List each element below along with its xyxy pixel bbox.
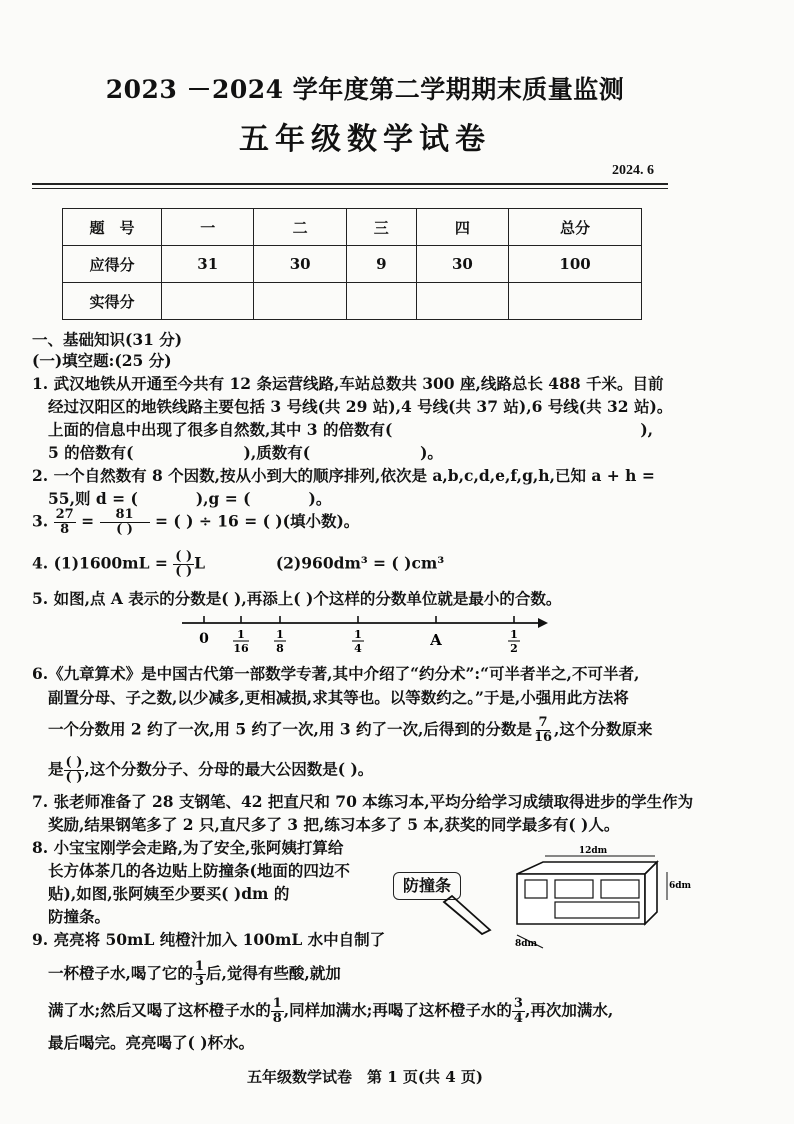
fraction-numerator: 81 <box>100 508 150 523</box>
q6-line1: 6.《九章算术》是中国古代第一部数学专著,其中介绍了“约分术”:“可半者半之,不可半者, <box>32 664 640 683</box>
q2-text-a: 55,则 d = ( <box>48 489 138 508</box>
score-table-cell: 100 <box>509 246 642 283</box>
q1-line4-mid: ),质数有( <box>243 443 311 462</box>
fraction-denominator: 8 <box>272 1011 282 1026</box>
bumper-strip-icon <box>440 888 500 938</box>
q6-line3-end: ,这个分数原来 <box>554 719 653 739</box>
fraction-denominator-blank[interactable]: ( ) <box>65 770 83 785</box>
fraction <box>512 997 525 1026</box>
exam-title-line1: 2023 －2024 学年度第二学期期末质量监测 <box>105 75 625 104</box>
score-entry-cell[interactable] <box>416 283 508 320</box>
q2-line1: 2. 一个自然数有 8 个因数,按从小到大的顺序排列,依次是 a,b,c,d,e,f,g,h,已知 a + h = <box>32 466 655 485</box>
number-line-arrow <box>538 618 548 628</box>
q1-line1: 1. 武汉地铁从开通至今共有 12 条运营线路,车站总数共 300 座,线路总长 488 千米。目前 <box>32 374 664 393</box>
score-entry-cell[interactable] <box>346 283 416 320</box>
equals-sign: = <box>81 511 95 531</box>
q1-line4 <box>48 443 443 463</box>
fraction-denominator-blank[interactable]: ( ) <box>175 564 193 579</box>
q6-line4-end: ,这个分数分子、分母的最大公因数是( )。 <box>84 759 374 779</box>
label-1-4-num: 1 <box>354 628 362 641</box>
score-table-cell: 9 <box>346 246 416 283</box>
number-line <box>170 612 550 658</box>
q7-line1: 7. 张老师准备了 28 支钢笔、42 把直尺和 70 本练习本,平均分给学习成绩取得进步的学生作为 <box>32 792 694 811</box>
q1-line3 <box>48 420 653 440</box>
score-table-cell: 总分 <box>509 209 642 246</box>
q8-line4: 防撞条。 <box>48 907 111 926</box>
fraction-denominator: 16 <box>533 730 553 745</box>
exam-title-line2: 五年级数学试卷 <box>239 122 491 157</box>
fraction-denominator: 3 <box>194 974 204 989</box>
q8-line2: 长方体茶几的各边贴上防撞条(地面的四边不 <box>48 861 350 880</box>
score-table-cell: 题 号 <box>63 209 162 246</box>
q2-line2 <box>48 489 331 509</box>
score-table-cell: 四 <box>416 209 508 246</box>
fraction-denominator: 4 <box>513 1011 523 1026</box>
section-title: 一、基础知识(31 分) <box>32 330 183 349</box>
q6-line2: 副置分母、子之数,以少减多,更相减损,求其等也。以等数约之。”于是,小强用此方法将 <box>48 688 629 707</box>
score-entry-cell[interactable] <box>509 283 642 320</box>
coffee-table-diagram <box>505 840 692 950</box>
q1-line4-end: )。 <box>420 443 443 462</box>
fraction <box>271 997 284 1026</box>
fraction-numerator: 1 <box>194 959 204 974</box>
label-point-a: A <box>430 631 442 649</box>
header-divider-thick <box>32 183 668 185</box>
q9-line3-text: 满了水;然后又喝了这杯橙子水的 <box>48 1000 271 1020</box>
q1-line4-text: 5 的倍数有( <box>48 443 134 462</box>
q8-line1: 8. 小宝宝刚学会走路,为了安全,张阿姨打算给 <box>32 838 344 857</box>
label-1-4-den: 4 <box>354 642 362 655</box>
fraction-blank[interactable] <box>173 550 194 579</box>
fraction-numerator: 27 <box>55 507 74 522</box>
label-1-8-num: 1 <box>276 628 284 641</box>
q5-line: 5. 如图,点 A 表示的分数是( ),再添上( )个这样的分数单位就是最小的合数。 <box>32 589 562 608</box>
score-table-cell: 30 <box>416 246 508 283</box>
q9-line2-text: 一杯橙子水,喝了它的 <box>48 963 193 983</box>
q4-unit: L <box>194 553 205 573</box>
score-table-actual-row <box>63 283 642 320</box>
fraction-denominator-blank[interactable]: ( ) <box>116 522 133 537</box>
q3-rest: = ( ) ÷ 16 = ( )(填小数)。 <box>155 511 360 531</box>
dim-width-label: 8dm <box>515 939 538 949</box>
score-table-header-row <box>63 209 642 246</box>
fraction-denominator: 8 <box>60 522 70 537</box>
score-table <box>62 208 642 320</box>
score-table-cell: 三 <box>346 209 416 246</box>
fraction <box>532 716 554 745</box>
q3-number: 3. <box>32 511 49 531</box>
fraction-numerator: 7 <box>538 715 548 730</box>
q6-line3-text: 一个分数用 2 约了一次,用 5 约了一次,用 3 约了一次,后得到的分数是 <box>48 719 532 739</box>
dim-length-label: 12dm <box>578 846 608 856</box>
q1-line2: 经过汉阳区的地铁线路主要包括 3 号线(共 29 站),4 号线(共 37 站),6 号线(共 32 站)。 <box>48 397 673 416</box>
q2-text-b: ),g = ( <box>195 489 251 508</box>
q9-line2-end: 后,觉得有些酸,就加 <box>205 963 341 983</box>
q9-line3-end: ,再次加满水, <box>524 1000 614 1020</box>
label-1-2-den: 2 <box>510 642 518 655</box>
score-table-cell: 二 <box>254 209 346 246</box>
fraction <box>100 508 150 537</box>
score-table-cell: 应得分 <box>63 246 162 283</box>
score-table-cell: 30 <box>254 246 346 283</box>
fraction-blank[interactable] <box>64 756 85 785</box>
q4-line <box>32 550 444 579</box>
score-table-cell: 实得分 <box>63 283 162 320</box>
q2-text-c: )。 <box>308 489 332 508</box>
q1-line3-text: 上面的信息中出现了很多自然数,其中 3 的倍数有( <box>48 420 393 439</box>
q9-line1: 9. 亮亮将 50mL 纯橙汁加入 100mL 水中自制了 <box>32 930 386 949</box>
page-footer: 五年级数学试卷 第 1 页(共 4 页) <box>247 1068 483 1086</box>
exam-date: 2024. 6 <box>612 163 654 178</box>
score-entry-cell[interactable] <box>162 283 254 320</box>
label-1-16-num: 1 <box>237 628 245 641</box>
q9-line4: 最后喝完。亮亮喝了( )杯水。 <box>48 1033 255 1052</box>
q4-part2-text: (2)960dm³ = ( )cm³ <box>275 553 445 573</box>
score-table-cell: 31 <box>162 246 254 283</box>
subsection-title: (一)填空题:(25 分) <box>32 351 172 370</box>
q6-line4 <box>48 756 373 785</box>
label-1-16-den: 16 <box>233 642 249 655</box>
fraction <box>54 508 76 537</box>
q8-line3: 贴),如图,张阿姨至少要买( )dm 的 <box>48 884 290 903</box>
bumper-strip-label: 防撞条 <box>393 872 461 900</box>
q4-part1-text: 4. (1)1600mL = <box>32 553 168 573</box>
label-1-8-den: 8 <box>276 642 284 655</box>
fraction-numerator-blank[interactable]: ( ) <box>65 755 83 770</box>
q9-line3-mid: ,同样加满水;再喝了这杯橙子水的 <box>283 1000 512 1020</box>
q9-line2 <box>48 960 341 989</box>
q1-line3-end: ), <box>640 420 654 439</box>
label-zero: 0 <box>199 631 209 647</box>
q7-line2: 奖励,结果钢笔多了 2 只,直尺多了 3 把,练习本多了 5 本,获奖的同学最多有( )人。 <box>48 815 620 834</box>
label-1-2-num: 1 <box>510 628 518 641</box>
score-entry-cell[interactable] <box>254 283 346 320</box>
fraction-numerator-blank[interactable]: ( ) <box>175 549 193 564</box>
dim-height-label: 6dm <box>669 881 692 891</box>
header-divider-thin <box>32 188 668 189</box>
q6-line3 <box>48 716 652 745</box>
q6-line4-text: 是 <box>48 759 64 779</box>
q9-line3 <box>48 997 613 1026</box>
fraction-numerator: 3 <box>513 996 523 1011</box>
fraction <box>193 960 206 989</box>
score-table-cell: 一 <box>162 209 254 246</box>
fraction-numerator: 1 <box>272 996 282 1011</box>
q3-line <box>32 508 359 537</box>
score-table-expected-row <box>63 246 642 283</box>
